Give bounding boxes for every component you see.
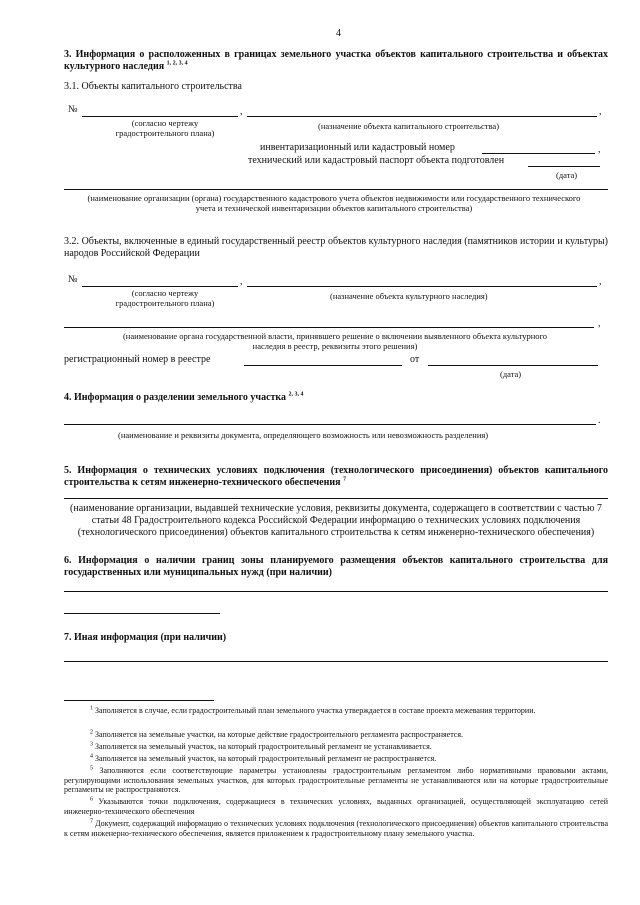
other-info-field[interactable] [64,661,608,662]
caption-registry-date: (дата) [500,369,522,379]
object-purpose-field[interactable] [247,116,597,117]
technical-conditions-field[interactable] [64,498,608,499]
registry-date-field[interactable] [428,365,598,366]
caption-technical-conditions: (наименование организации, выдавшей технические условия, реквизиты документа, содержащего в соответствии с частью 7 статьи 48 Градостроительного кодекса Российской Федерации информацию о технических условиях подключения (технологического присоединения) объектов капитального строительства к сетям инженерно-технического обеспечения) [70,503,602,538]
footnote-7: $^7$ Документ, содержащий информацию о технических условиях подключения (технологического присоединения) объектов капитального строительства к сетям инженерно-технического обеспечения, является приложением к градостроительному плану земельного участка. [64,818,609,838]
footnote-2: $^2$ Заполняется на земельные участки, на которые действие градостроительного регламента распространяется. [90,729,464,739]
section-5-title: 5. Информация о технических условиях подключения (технологического присоединения) объектов капитального строительства к сетям инженерно-технического обеспечения $^7$ [64,465,608,488]
caption-cadastral-organization: (наименование организации (органа) государственного кадастрового учета объектов недвижимости или государственного технического учета и технической инвентаризации объектов капитального строительства) [87,193,581,213]
authority-decision-field[interactable] [64,327,594,328]
object-number-field[interactable] [82,116,238,117]
inventory-number-field[interactable] [482,153,595,154]
section-6-title: 6. Информация о наличии границ зоны планируемого размещения объектов капитального строительства для государственных или муниципальных нужд (при наличии) [64,555,608,578]
section-7-title: 7. Иная информация (при наличии) [64,632,227,643]
passport-date-field[interactable] [528,166,600,167]
footnote-3: $^3$ Заполняется на земельный участок, на который градостроительный регламент не устанавливается. [90,741,432,751]
footnote-6: $^6$ Указываются точки подключения, содержащиеся в технических условиях, выданных организацией, осуществляющей эксплуатацию сетей инженерно-технического обеспечения [64,796,609,816]
caption-heritage-purpose: (назначение объекта культурного наследия) [330,291,488,301]
caption-heritage-drawing: (согласно чертежу градостроительного плана) [115,288,215,308]
registry-number-field[interactable] [244,365,402,366]
footnote-5: $^5$ Заполняются если соответствующие параметры установлены градостроительным регламентом либо нормативными правовыми актами, регулирующими использования земельных участков, для которых градостроительные регламенты не устанавливаются или на которые градостроительные регламенты не распространяются. [64,765,608,794]
document-page: 4 3. Информация о расположенных в границах земельного участка объектов капитального строительства и объектах культурного наследия $^{1, 2, 3, 4}$ 3.1. Объекты капитального строительства № , , (согласно чертежу градостроительного плана) (назначение объекта капитального строительства) инвентаризационный или кадастровый номер , технический или кадастровый паспорт объекта подготовлен (дата) (наименование организации (органа) государственного кадастрового учета объектов недвижимости или государственного технического учета и технической инвентаризации объектов капитального строительства) 3.2. Объекты, включенные в единый государственный реестр объектов культурного наследия (памятников истории и культуры) народов Российской Федерации № , , (согласно чертежу градостроительного плана) (назначение объекта культурного наследия) , (наименование органа государственной власти, принявшего решение о включении выявленного объекта культурного наследия в реестр, реквизиты этого решения) регистрационный номер в реестре от (дата) 4. Информация о разделении земельного участка $^{2, 3, 4}$ . (наименование и реквизиты документа, определяющего возможность или невозможность разделения) 5. Информация о технических условиях подключения (технологического присоединения) объектов капитального строительства к сетям инженерно-технического обеспечения $^7$ (наименование организации, выдавшей технические условия, реквизиты документа, содержащего в соответствии с частью 7 статьи 48 Градостроительного кодекса Российской Федерации информацию о технических условиях подключения (технологического присоединения) объектов капитального строительства к сетям инженерно-технического обеспечения) 6. Информация о наличии границ зоны планируемого размещения объектов капитального строительства для государственных или муниципальных нужд (при наличии) 7. Иная информация (при наличии) $^1$ Заполняется в случае, если градостроительный план земельного участка утверждается в составе проекта межевания территории. $^2$ Заполняется на земельные участки, на которые действие градостроительного регламента распространяется. $^3$ Заполняется на земельный участок, на который градостроительный регламент не устанавливается. $^4$ Заполняется на земельный участок, на который градостроительный регламент не распространяется. $^5$ Заполняются если соответствующие параметры установлены градостроительным регламентом либо нормативными правовыми актами, регулирующими использования земельных участков, для которых градостроительные регламенты не устанавливаются или на которые градостроительные регламенты не распространяются. $^6$ Указываются точки подключения, содержащиеся в технических условиях, выданных организацией, осуществляющей эксплуатацию сетей инженерно-технического обеспечения $^7$ Документ, содержащий информацию о технических условиях подключения (технологического присоединения) объектов капитального строительства к сетям инженерно-технического обеспечения, является приложением к градостроительному плану земельного участка. [64,28,609,838]
caption-division-document: (наименование и реквизиты документа, определяющего возможность или невозможность разделения) [118,430,489,440]
passport-label: технический или кадастровый паспорт объекта подготовлен [248,155,505,166]
section-3-1-label: 3.1. Объекты капитального строительства [64,81,242,92]
footnote-4: $^4$ Заполняется на земельный участок, на который градостроительный регламент не распространяется. [90,753,437,763]
heritage-purpose-field[interactable] [247,286,597,287]
number-sign: № [68,104,78,115]
number-sign-2: № [68,274,78,285]
page-number: 4 [336,28,341,39]
caption-object-purpose: (назначение объекта капитального строительства) [318,121,500,131]
inventory-number-label: инвентаризационный или кадастровый номер [260,142,455,153]
planned-zone-field-2[interactable] [64,613,220,614]
section-3-title: 3. Информация о расположенных в границах земельного участка объектов капитального строительства и объектах культурного наследия $^{1, 2, 3, 4}$ [64,49,608,72]
section-4-title: 4. Информация о разделении земельного участка $^{2, 3, 4}$ [64,391,304,403]
footnote-separator [64,700,214,701]
footnote-1: $^1$ Заполняется в случае, если градостроительный план земельного участка утверждается в составе проекта межевания территории. [90,705,536,715]
section-3-2-label: 3.2. Объекты, включенные в единый государственный реестр объектов культурного наследия (памятников истории и культуры) народов Российской Федерации [64,236,608,259]
from-label: от [410,354,420,365]
division-document-field[interactable] [64,424,596,425]
registry-number-label: регистрационный номер в реестре [64,354,211,365]
caption-authority-decision: (наименование органа государственной власти, принявшего решение о включении выявленного объекта культурного наследия в реестр, реквизиты этого решения) [122,331,548,351]
caption-date: (дата) [556,170,578,180]
caption-drawing-number: (согласно чертежу градостроительного плана) [115,118,215,138]
planned-zone-field-1[interactable] [64,591,608,592]
cadastral-organization-field[interactable] [64,189,608,190]
heritage-number-field[interactable] [82,286,238,287]
